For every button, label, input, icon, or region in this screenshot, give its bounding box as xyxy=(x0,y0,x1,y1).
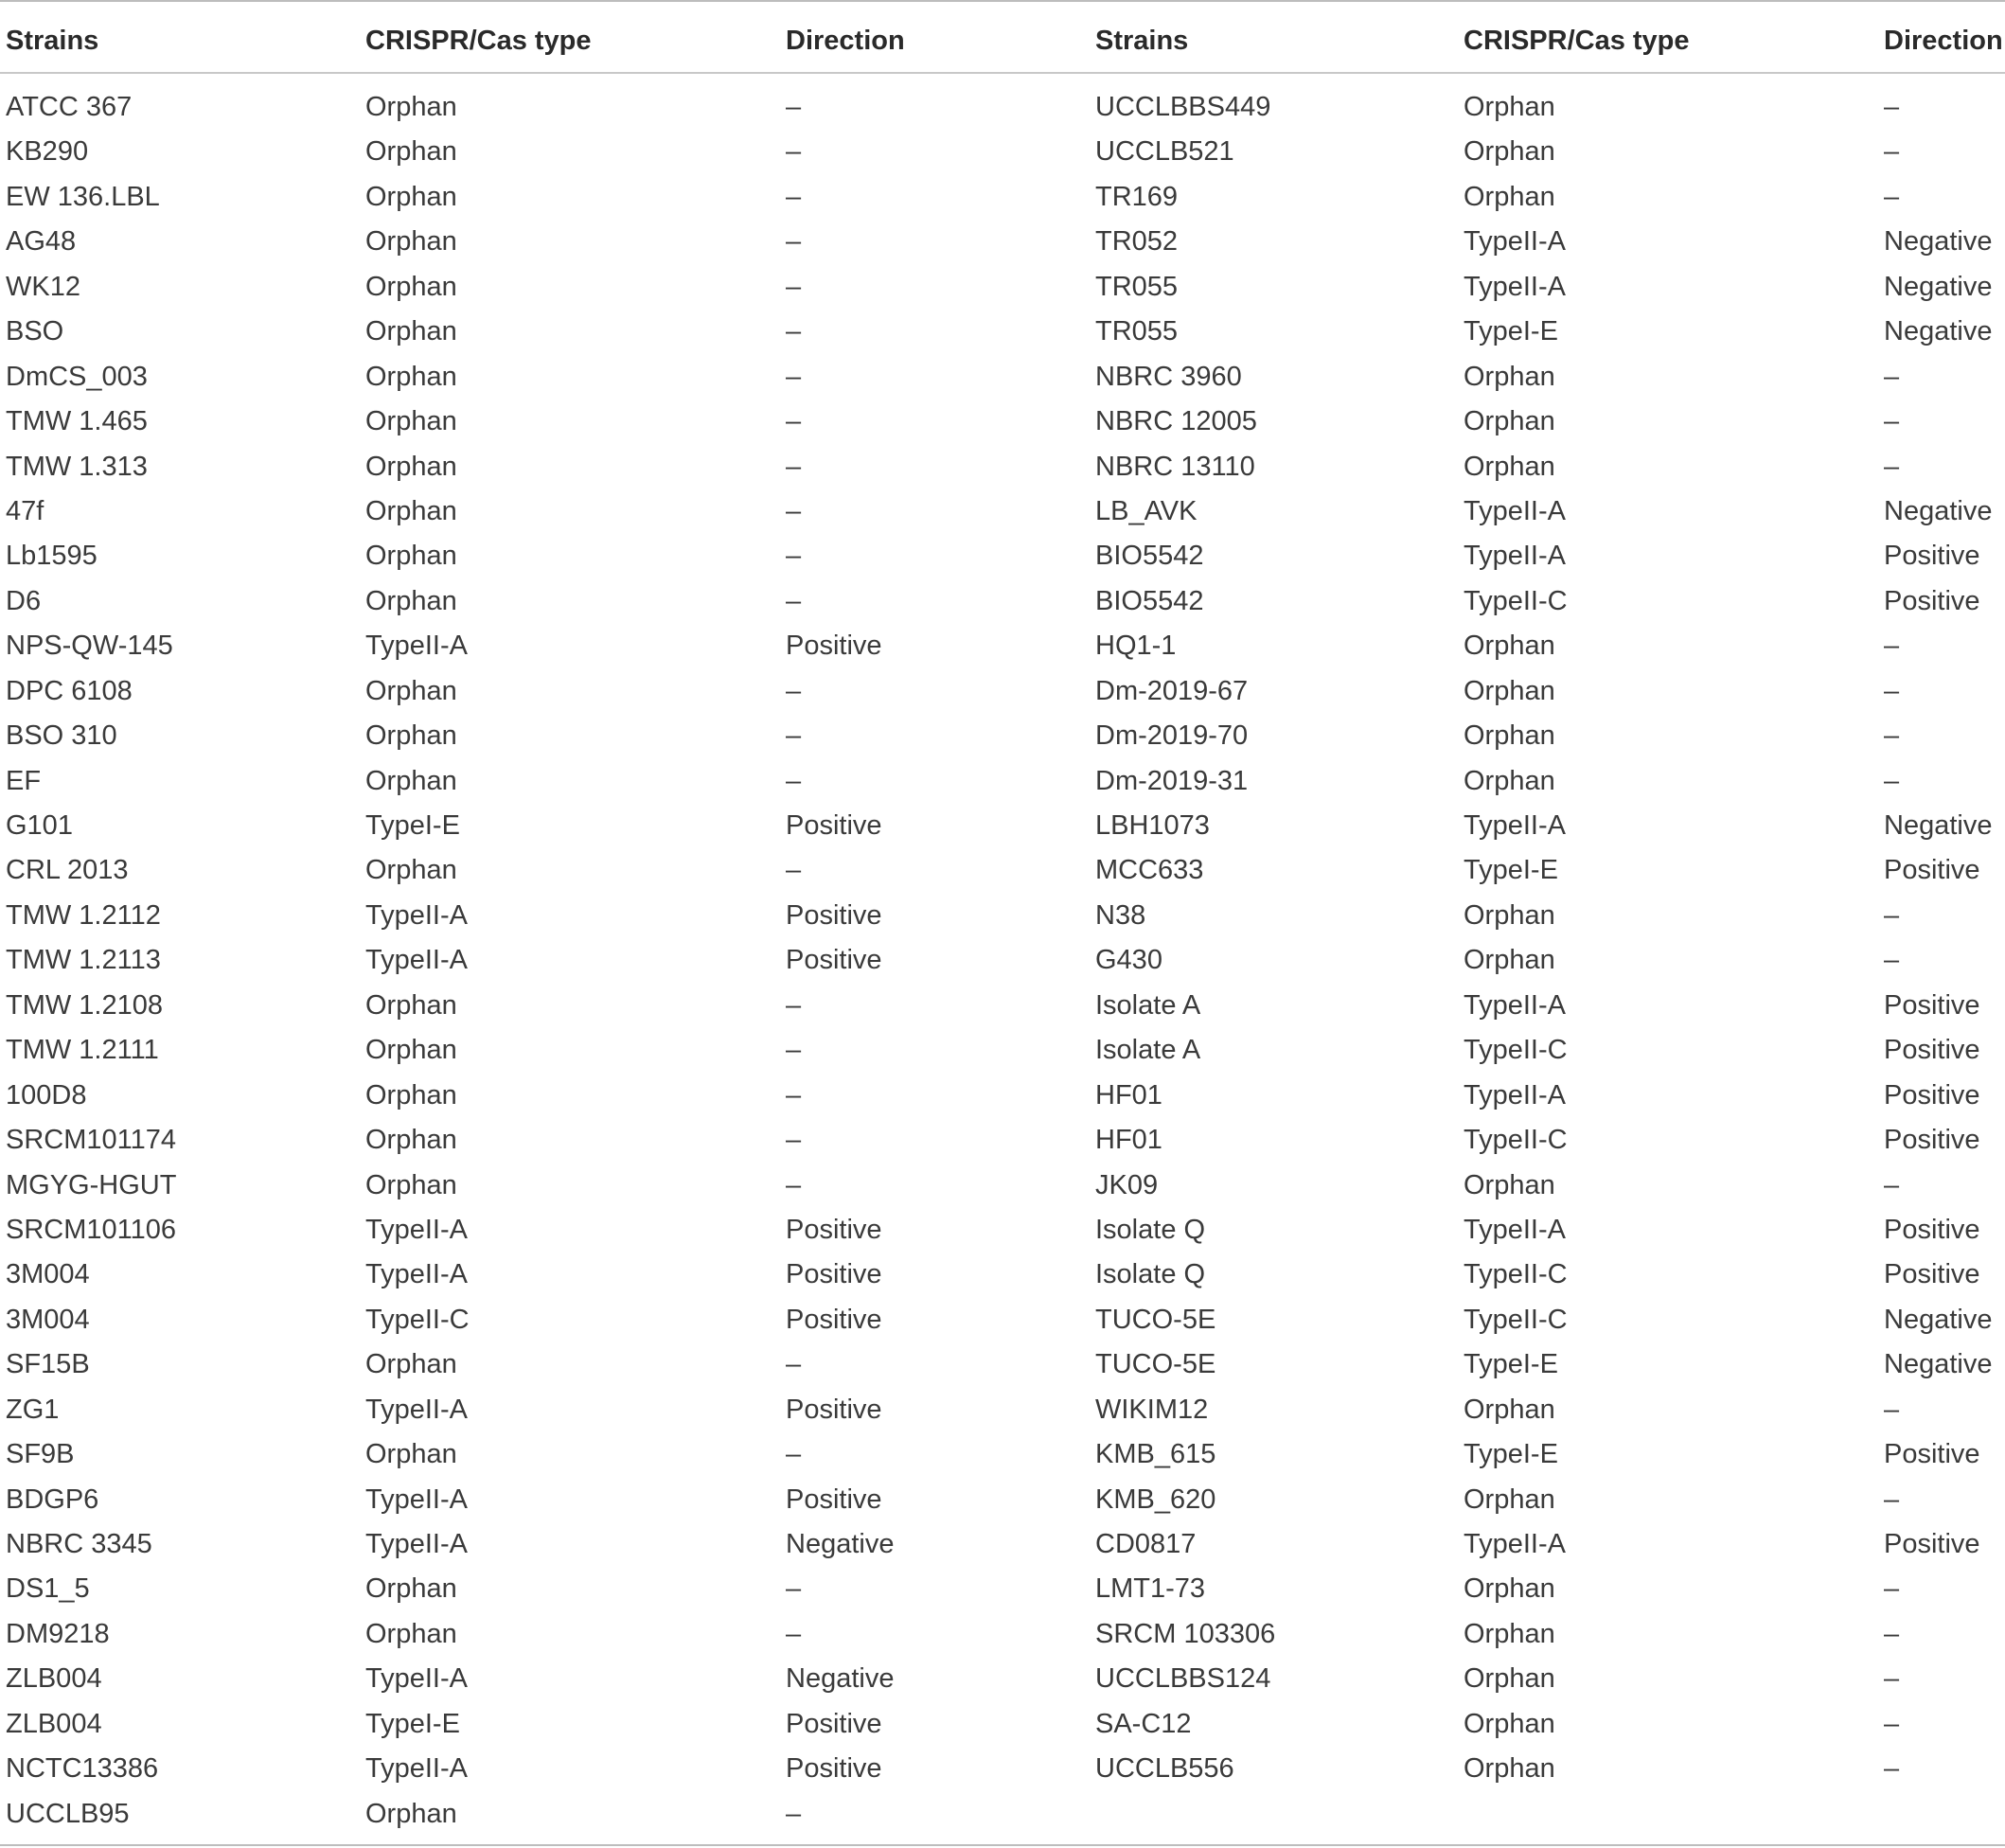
table-row xyxy=(0,1303,2005,1347)
cell-cas-type-left: TypeII-A xyxy=(365,1214,468,1245)
cell-direction-left: Positive xyxy=(786,1708,882,1739)
header-direction-right: Direction xyxy=(1884,26,2003,56)
table-row xyxy=(0,270,2005,314)
cell-cas-type-left: Orphan xyxy=(365,1169,457,1200)
cell-cas-type-left: TypeII-A xyxy=(365,1394,468,1425)
cell-direction-right: – xyxy=(1884,451,1900,482)
cell-strain-right: HF01 xyxy=(1095,1125,1162,1156)
table-row xyxy=(0,674,2005,719)
cell-direction-left: – xyxy=(786,92,802,122)
cell-cas-type-left: Orphan xyxy=(365,1439,457,1470)
cell-direction-left: – xyxy=(786,1798,802,1829)
cell-strain-right: LMT1-73 xyxy=(1095,1573,1206,1605)
cell-cas-type-left: TypeII-A xyxy=(365,1259,468,1290)
cell-cas-type-right: Orphan xyxy=(1464,1484,1555,1515)
cell-cas-type-left: Orphan xyxy=(365,181,457,212)
table-row xyxy=(0,808,2005,853)
cell-strain-left: CRL 2013 xyxy=(6,855,129,886)
cell-strain-left: TMW 1.2113 xyxy=(6,945,161,976)
cell-cas-type-right: Orphan xyxy=(1464,1663,1555,1695)
table-bottom-rule xyxy=(0,1844,2005,1846)
cell-strain-left: 3M004 xyxy=(6,1304,90,1335)
cell-strain-left: UCCLB95 xyxy=(6,1798,130,1829)
cell-cas-type-right: Orphan xyxy=(1464,361,1555,392)
cell-direction-left: – xyxy=(786,989,802,1021)
cell-cas-type-left: TypeI-E xyxy=(365,810,460,841)
cell-strain-right: UCCLB521 xyxy=(1095,136,1234,168)
cell-cas-type-left: Orphan xyxy=(365,541,457,572)
cell-strain-right: UCCLBBS449 xyxy=(1095,92,1271,122)
cell-strain-right: LBH1073 xyxy=(1095,810,1210,841)
cell-direction-right: Negative xyxy=(1884,1304,1993,1335)
cell-strain-left: WK12 xyxy=(6,271,80,302)
table-row xyxy=(0,314,2005,359)
table-row xyxy=(0,1661,2005,1706)
cell-direction-left: – xyxy=(786,1618,802,1649)
table-row xyxy=(0,1527,2005,1572)
cell-direction-right: Positive xyxy=(1884,1125,1980,1156)
cell-cas-type-left: Orphan xyxy=(365,495,457,526)
cell-direction-left: Positive xyxy=(786,1394,882,1425)
cell-direction-right: Positive xyxy=(1884,1214,1980,1245)
table-row xyxy=(0,1078,2005,1123)
cell-cas-type-left: Orphan xyxy=(365,406,457,437)
cell-direction-right: – xyxy=(1884,406,1900,437)
cell-strain-left: DS1_5 xyxy=(6,1573,90,1605)
cell-cas-type-left: Orphan xyxy=(365,226,457,258)
table-row xyxy=(0,1168,2005,1213)
cell-cas-type-right: TypeII-C xyxy=(1464,1035,1568,1066)
cell-direction-left: – xyxy=(786,1079,802,1111)
table-row xyxy=(0,360,2005,404)
cell-cas-type-left: Orphan xyxy=(365,451,457,482)
cell-strain-right: TR052 xyxy=(1095,226,1179,258)
cell-direction-left: – xyxy=(786,765,802,796)
cell-strain-left: EF xyxy=(6,765,42,796)
cell-strain-left: Lb1595 xyxy=(6,541,98,572)
cell-direction-right: Positive xyxy=(1884,1529,1980,1559)
table-row xyxy=(0,629,2005,673)
table-row xyxy=(0,90,2005,134)
cell-cas-type-left: Orphan xyxy=(365,1125,457,1156)
cell-strain-right: NBRC 12005 xyxy=(1095,406,1257,437)
cell-direction-left: – xyxy=(786,361,802,392)
cell-strain-left: NPS-QW-145 xyxy=(6,631,173,662)
cell-cas-type-left: Orphan xyxy=(365,316,457,347)
cell-direction-left: Positive xyxy=(786,1753,882,1785)
table-row xyxy=(0,134,2005,179)
cell-direction-left: Positive xyxy=(786,1259,882,1290)
cell-cas-type-left: TypeII-A xyxy=(365,899,468,931)
cell-direction-right: – xyxy=(1884,1618,1900,1649)
cell-strain-right: SA-C12 xyxy=(1095,1708,1192,1739)
cell-cas-type-left: TypeII-C xyxy=(365,1304,470,1335)
table-row xyxy=(0,404,2005,449)
cell-direction-right: – xyxy=(1884,1394,1900,1425)
cell-strain-left: NBRC 3345 xyxy=(6,1529,152,1559)
cell-strain-right: Isolate A xyxy=(1095,1035,1201,1066)
table-row xyxy=(0,764,2005,808)
cell-direction-right: – xyxy=(1884,945,1900,976)
cell-strain-right: N38 xyxy=(1095,899,1146,931)
cell-cas-type-left: TypeI-E xyxy=(365,1708,460,1739)
table-row xyxy=(0,1797,2005,1841)
cell-cas-type-left: Orphan xyxy=(365,361,457,392)
cell-strain-left: SF9B xyxy=(6,1439,75,1470)
cell-strain-left: BSO 310 xyxy=(6,720,117,752)
cell-cas-type-right: TypeII-A xyxy=(1464,1079,1566,1111)
cell-direction-right: – xyxy=(1884,1484,1900,1515)
cell-strain-right: Isolate A xyxy=(1095,989,1201,1021)
cell-cas-type-left: TypeII-A xyxy=(365,1484,468,1515)
cell-direction-left: – xyxy=(786,316,802,347)
table-row xyxy=(0,1483,2005,1527)
cell-strain-left: DM9218 xyxy=(6,1618,110,1649)
cell-direction-right: – xyxy=(1884,720,1900,752)
cell-strain-right: G430 xyxy=(1095,945,1162,976)
cell-strain-right: HF01 xyxy=(1095,1079,1162,1111)
cell-direction-right: Negative xyxy=(1884,1349,1993,1380)
cell-strain-left: 47f xyxy=(6,495,44,526)
cell-direction-left: Positive xyxy=(786,899,882,931)
cell-direction-left: Negative xyxy=(786,1529,895,1559)
cell-direction-left: Negative xyxy=(786,1663,895,1695)
cell-cas-type-right: Orphan xyxy=(1464,92,1555,122)
header-direction-left: Direction xyxy=(786,26,905,56)
table-row xyxy=(0,988,2005,1033)
cell-direction-left: – xyxy=(786,181,802,212)
cell-cas-type-right: Orphan xyxy=(1464,720,1555,752)
cell-cas-type-right: TypeI-E xyxy=(1464,1439,1558,1470)
cell-cas-type-right: Orphan xyxy=(1464,1394,1555,1425)
cell-cas-type-right: TypeII-A xyxy=(1464,226,1566,258)
cell-direction-left: – xyxy=(786,720,802,752)
cell-direction-right: Negative xyxy=(1884,226,1993,258)
table-row xyxy=(0,1707,2005,1751)
cell-strain-right: TR055 xyxy=(1095,271,1179,302)
cell-strain-right: NBRC 3960 xyxy=(1095,361,1242,392)
table-row xyxy=(0,180,2005,224)
cell-cas-type-right: Orphan xyxy=(1464,899,1555,931)
cell-direction-right: Positive xyxy=(1884,541,1980,572)
cell-direction-left: – xyxy=(786,1125,802,1156)
cell-cas-type-right: TypeI-E xyxy=(1464,1349,1558,1380)
header-crispr-type-right: CRISPR/Cas type xyxy=(1464,26,1690,56)
cell-strain-right: KMB_620 xyxy=(1095,1484,1216,1515)
cell-cas-type-right: TypeII-A xyxy=(1464,495,1566,526)
cell-cas-type-left: Orphan xyxy=(365,271,457,302)
cell-direction-left: – xyxy=(786,136,802,168)
table-row xyxy=(0,1617,2005,1661)
cell-strain-left: DPC 6108 xyxy=(6,675,133,706)
cell-direction-right: Negative xyxy=(1884,316,1993,347)
cell-cas-type-left: Orphan xyxy=(365,1618,457,1649)
cell-cas-type-right: TypeI-E xyxy=(1464,316,1558,347)
cell-strain-right: TUCO-5E xyxy=(1095,1349,1216,1380)
table-row xyxy=(0,898,2005,943)
cell-strain-right: JK09 xyxy=(1095,1169,1159,1200)
cell-strain-right: Isolate Q xyxy=(1095,1259,1206,1290)
cell-cas-type-left: Orphan xyxy=(365,765,457,796)
cell-cas-type-right: TypeII-A xyxy=(1464,271,1566,302)
cell-direction-left: Positive xyxy=(786,1214,882,1245)
cell-cas-type-right: Orphan xyxy=(1464,406,1555,437)
cell-strain-right: Isolate Q xyxy=(1095,1214,1206,1245)
cell-strain-left: TMW 1.2112 xyxy=(6,899,161,931)
cell-strain-left: 3M004 xyxy=(6,1259,90,1290)
cell-direction-left: – xyxy=(786,675,802,706)
cell-direction-right: Positive xyxy=(1884,1079,1980,1111)
cell-direction-right: Positive xyxy=(1884,855,1980,886)
cell-direction-left: – xyxy=(786,541,802,572)
table-row xyxy=(0,1123,2005,1167)
table-body xyxy=(0,90,2005,1841)
table-row xyxy=(0,1033,2005,1077)
cell-cas-type-right: TypeII-C xyxy=(1464,1125,1568,1156)
cell-cas-type-right: Orphan xyxy=(1464,1573,1555,1605)
cell-strain-left: SF15B xyxy=(6,1349,90,1380)
cell-direction-right: – xyxy=(1884,361,1900,392)
cell-cas-type-left: Orphan xyxy=(365,1798,457,1829)
cell-cas-type-right: TypeII-A xyxy=(1464,1214,1566,1245)
cell-direction-right: – xyxy=(1884,631,1900,662)
cell-direction-left: – xyxy=(786,226,802,258)
cell-strain-left: MGYG-HGUT xyxy=(6,1169,177,1200)
cell-direction-right: – xyxy=(1884,1663,1900,1695)
cell-strain-left: ZLB004 xyxy=(6,1663,102,1695)
table-row xyxy=(0,450,2005,494)
cell-strain-left: ZG1 xyxy=(6,1394,60,1425)
cell-direction-left: Positive xyxy=(786,945,882,976)
cell-strain-right: HQ1-1 xyxy=(1095,631,1177,662)
table-row xyxy=(0,1572,2005,1616)
cell-strain-left: DmCS_003 xyxy=(6,361,148,392)
cell-strain-left: NCTC13386 xyxy=(6,1753,159,1785)
cell-strain-left: EW 136.LBL xyxy=(6,181,160,212)
table-row xyxy=(0,719,2005,763)
table-row xyxy=(0,224,2005,269)
cell-strain-left: TMW 1.465 xyxy=(6,406,148,437)
table-row xyxy=(0,1751,2005,1796)
cell-direction-right: – xyxy=(1884,899,1900,931)
cell-direction-right: Negative xyxy=(1884,495,1993,526)
cell-direction-right: Positive xyxy=(1884,585,1980,616)
cell-strain-right: UCCLB556 xyxy=(1095,1753,1234,1785)
cell-strain-right: KMB_615 xyxy=(1095,1439,1216,1470)
cell-direction-left: – xyxy=(786,271,802,302)
cell-strain-right: BIO5542 xyxy=(1095,541,1204,572)
cell-strain-left: SRCM101174 xyxy=(6,1125,177,1156)
cell-cas-type-left: TypeII-A xyxy=(365,1753,468,1785)
cell-cas-type-right: Orphan xyxy=(1464,451,1555,482)
table-row xyxy=(0,1437,2005,1482)
cell-strain-right: Dm-2019-31 xyxy=(1095,765,1249,796)
cell-cas-type-left: Orphan xyxy=(365,720,457,752)
header-crispr-type-left: CRISPR/Cas type xyxy=(365,26,592,56)
cell-direction-left: Positive xyxy=(786,1484,882,1515)
cell-direction-right: Positive xyxy=(1884,1035,1980,1066)
cell-strain-left: BDGP6 xyxy=(6,1484,99,1515)
cell-direction-right: – xyxy=(1884,1753,1900,1785)
table-row xyxy=(0,943,2005,987)
cell-cas-type-right: Orphan xyxy=(1464,181,1555,212)
cell-strain-left: ZLB004 xyxy=(6,1708,102,1739)
cell-cas-type-right: TypeII-A xyxy=(1464,810,1566,841)
cell-strain-left: BSO xyxy=(6,316,64,347)
cell-strain-right: SRCM 103306 xyxy=(1095,1618,1276,1649)
cell-direction-right: – xyxy=(1884,1169,1900,1200)
table-row xyxy=(0,1213,2005,1257)
cell-cas-type-right: Orphan xyxy=(1464,136,1555,168)
cell-strain-left: TMW 1.2108 xyxy=(6,989,163,1021)
cell-strain-right: TR055 xyxy=(1095,316,1179,347)
cell-direction-left: Positive xyxy=(786,810,882,841)
cell-strain-right: WIKIM12 xyxy=(1095,1394,1209,1425)
cell-strain-left: 100D8 xyxy=(6,1079,87,1111)
cell-direction-right: – xyxy=(1884,1573,1900,1605)
cell-strain-left: D6 xyxy=(6,585,42,616)
cell-cas-type-left: TypeII-A xyxy=(365,1529,468,1559)
cell-direction-left: – xyxy=(786,1035,802,1066)
cell-direction-right: Positive xyxy=(1884,1439,1980,1470)
cell-cas-type-right: TypeII-A xyxy=(1464,541,1566,572)
cell-strain-right: TUCO-5E xyxy=(1095,1304,1216,1335)
cell-cas-type-left: TypeII-A xyxy=(365,631,468,662)
cell-strain-left: TMW 1.2111 xyxy=(6,1035,159,1066)
cell-direction-left: Positive xyxy=(786,1304,882,1335)
cell-strain-right: NBRC 13110 xyxy=(1095,451,1255,482)
cell-direction-right: – xyxy=(1884,765,1900,796)
cell-cas-type-left: Orphan xyxy=(365,136,457,168)
cell-cas-type-right: TypeII-C xyxy=(1464,1259,1568,1290)
cell-direction-right: – xyxy=(1884,92,1900,122)
cell-direction-left: – xyxy=(786,1439,802,1470)
cell-cas-type-right: Orphan xyxy=(1464,1169,1555,1200)
cell-strain-left: ATCC 367 xyxy=(6,92,133,122)
header-divider-rule xyxy=(0,72,2005,74)
cell-cas-type-right: TypeII-A xyxy=(1464,1529,1566,1559)
cell-cas-type-right: Orphan xyxy=(1464,1618,1555,1649)
table-top-rule xyxy=(0,0,2005,2)
cell-cas-type-right: TypeI-E xyxy=(1464,855,1558,886)
cell-strain-right: CD0817 xyxy=(1095,1529,1197,1559)
cell-strain-right: UCCLBBS124 xyxy=(1095,1663,1271,1695)
cell-direction-right: Negative xyxy=(1884,810,1993,841)
cell-direction-right: – xyxy=(1884,136,1900,168)
table-row xyxy=(0,1347,2005,1392)
cell-cas-type-right: TypeII-C xyxy=(1464,585,1568,616)
table-row xyxy=(0,494,2005,539)
cell-cas-type-left: Orphan xyxy=(365,92,457,122)
cell-cas-type-right: Orphan xyxy=(1464,1753,1555,1785)
cell-direction-left: – xyxy=(786,451,802,482)
cell-direction-left: – xyxy=(786,495,802,526)
header-strains-right: Strains xyxy=(1095,26,1189,56)
cell-cas-type-right: Orphan xyxy=(1464,945,1555,976)
cell-direction-right: Positive xyxy=(1884,1259,1980,1290)
cell-cas-type-left: TypeII-A xyxy=(365,1663,468,1695)
cell-direction-right: Negative xyxy=(1884,271,1993,302)
cell-direction-right: – xyxy=(1884,181,1900,212)
cell-strain-right: TR169 xyxy=(1095,181,1179,212)
table-row xyxy=(0,1257,2005,1302)
cell-cas-type-right: Orphan xyxy=(1464,765,1555,796)
table-row xyxy=(0,853,2005,897)
cell-direction-right: – xyxy=(1884,1708,1900,1739)
cell-cas-type-left: Orphan xyxy=(365,585,457,616)
cell-cas-type-right: Orphan xyxy=(1464,1708,1555,1739)
header-strains-left: Strains xyxy=(6,26,99,56)
cell-strain-left: TMW 1.313 xyxy=(6,451,148,482)
cell-direction-left: – xyxy=(786,1169,802,1200)
cell-direction-left: – xyxy=(786,406,802,437)
cell-strain-left: AG48 xyxy=(6,226,77,258)
cell-strain-right: Dm-2019-70 xyxy=(1095,720,1249,752)
cell-cas-type-left: Orphan xyxy=(365,989,457,1021)
cell-strain-left: G101 xyxy=(6,810,73,841)
cell-direction-left: – xyxy=(786,1349,802,1380)
cell-cas-type-right: TypeII-A xyxy=(1464,989,1566,1021)
cell-cas-type-left: Orphan xyxy=(365,675,457,706)
cell-strain-left: SRCM101106 xyxy=(6,1214,177,1245)
cell-cas-type-right: Orphan xyxy=(1464,631,1555,662)
cell-strain-right: Dm-2019-67 xyxy=(1095,675,1249,706)
cell-strain-right: MCC633 xyxy=(1095,855,1204,886)
table-row xyxy=(0,1393,2005,1437)
cell-direction-right: Positive xyxy=(1884,989,1980,1021)
cell-direction-left: – xyxy=(786,855,802,886)
table-row xyxy=(0,584,2005,629)
cell-strain-left: KB290 xyxy=(6,136,89,168)
cell-cas-type-right: TypeII-C xyxy=(1464,1304,1568,1335)
cell-cas-type-right: Orphan xyxy=(1464,675,1555,706)
cell-strain-right: LB_AVK xyxy=(1095,495,1198,526)
cell-cas-type-left: Orphan xyxy=(365,1079,457,1111)
cell-strain-right: BIO5542 xyxy=(1095,585,1204,616)
cell-cas-type-left: Orphan xyxy=(365,1035,457,1066)
table-header-row xyxy=(0,5,2005,73)
cell-cas-type-left: Orphan xyxy=(365,855,457,886)
cell-cas-type-left: Orphan xyxy=(365,1349,457,1380)
cell-direction-right: – xyxy=(1884,675,1900,706)
cell-cas-type-left: Orphan xyxy=(365,1573,457,1605)
cell-direction-left: – xyxy=(786,585,802,616)
cell-cas-type-left: TypeII-A xyxy=(365,945,468,976)
table-row xyxy=(0,539,2005,583)
cell-direction-left: – xyxy=(786,1573,802,1605)
cell-direction-left: Positive xyxy=(786,631,882,662)
